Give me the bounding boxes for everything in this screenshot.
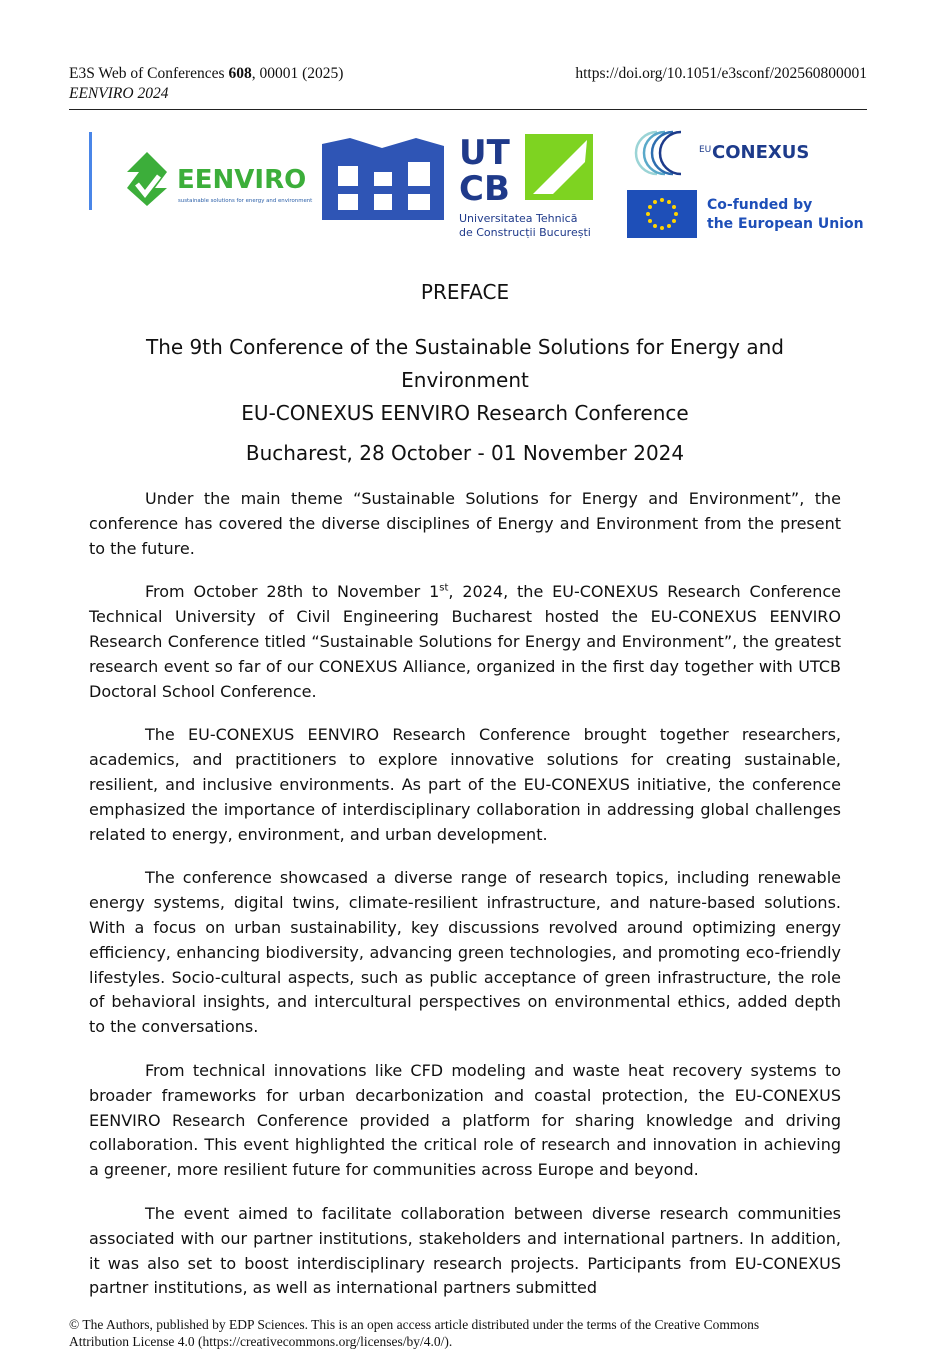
eenviro-wordmark: EENVIRO <box>177 165 307 195</box>
preface-body <box>89 487 841 1320</box>
header-divider <box>69 109 867 110</box>
location-date: Bucharest, 28 October - 01 November 2024 <box>245 441 685 465</box>
page-header <box>69 64 867 104</box>
utcb-green-mark <box>525 134 593 200</box>
paragraph-1: Under the main theme “Sustainable Solutions for Energy and Environment”, the conference has covered the diverse disciplines of Energy and Environment from the present to the future. <box>89 489 841 558</box>
utcb-letters-bottom: CB <box>459 169 510 209</box>
utcb-name-line2: de Construcții București <box>459 226 591 238</box>
eu-cofunded-logo <box>627 190 867 238</box>
utcb-logo <box>457 134 597 238</box>
paragraph-6: The event aimed to facilitate collaboration between diverse research communities associated with our partner institutions, stakeholders and international partners. In addition, it was also set to boost interdisciplinary research projects. Participants from EU-CONEXUS partner institutions, as well as international partners submitted <box>89 1203 841 1298</box>
journal-name: E3S Web of Conferences <box>69 65 229 82</box>
doi-link[interactable]: https://doi.org/10.1051/e3sconf/202560800001 <box>575 65 867 82</box>
eenviro-logo <box>119 148 319 210</box>
license-line-2[interactable]: Attribution License 4.0 (https://creativecommons.org/licenses/by/4.0/). <box>69 1334 453 1349</box>
preface-heading: PREFACE <box>420 280 510 304</box>
paragraph-3: The EU-CONEXUS EENVIRO Research Conference brought together researchers, academics, and practitioners to explore innovative solutions for creating sustainable, resilient, and inclusive environments. As part of the EU-CONEXUS initiative, the conference emphasized the importance of interdisciplinary collaboration in addressing global challenges related to energy, environment, and urban development. <box>89 725 841 844</box>
conexus-wordmark: CONEXUS <box>712 142 810 163</box>
conference-title <box>69 331 861 430</box>
eu-flag-icon <box>627 190 697 238</box>
eenviro-leaf-icon <box>127 152 167 206</box>
paragraph-2 <box>89 580 841 704</box>
logo-banner <box>89 128 869 246</box>
conexus-eu-prefix: EU <box>699 145 712 155</box>
banner-divider <box>89 132 92 210</box>
paragraph-2-rest: , 2024, the EU-CONEXUS Research Conference Technical University of Civil Engineering Bucharest hosted the EU-CONEXUS EENVIRO Research Conference titled “Sustainable Solutions for Energy and Environment”, the greatest research event so far of our CONEXUS Alliance, organized in the first day together with UTCB Doctoral School Conference. <box>89 582 841 701</box>
eu-cofunded-line2: the European Union <box>707 216 864 232</box>
ordinal-suffix: st <box>439 583 449 595</box>
license-line-1: © The Authors, published by EDP Sciences. This is an open access article distributed under the terms of the Creative Commons <box>69 1317 760 1332</box>
paragraph-4: The conference showcased a diverse range of research topics, including renewable energy systems, digital twins, climate-resilient infrastructure, and nature-based solutions. With a focus on urban sustainability, key discussions revolved around optimizing energy efficiency, enhancing biodiversity, advancing green technologies, and promoting eco-friendly lifestyles. Socio-cultural aspects, such as public acceptance of green infrastructure, the role of behavioral insights, and intercultural perspectives on environmental ethics, added depth to the conversations. <box>89 868 841 1037</box>
eu-cofunded-line1: Co-funded by <box>707 197 813 213</box>
building-logo <box>322 138 444 220</box>
title-line-3: EU-CONEXUS EENVIRO Research Conference <box>241 401 689 425</box>
conexus-arcs-icon <box>636 132 681 174</box>
eu-conexus-logo <box>627 128 827 178</box>
eenviro-tagline: sustainable solutions for energy and environment <box>178 198 313 204</box>
article-number: , 00001 (2025) <box>251 65 344 82</box>
utcb-letters-top: UT <box>459 134 510 173</box>
journal-citation <box>69 64 343 84</box>
conference-name: EENVIRO 2024 <box>69 85 169 102</box>
title-line-2: Environment <box>401 368 529 392</box>
utcb-name-line1: Universitatea Tehnică <box>459 212 578 225</box>
paragraph-5: From technical innovations like CFD modeling and waste heat recovery systems to broader frameworks for urban decarbonization and coastal protection, the EU-CONEXUS EENVIRO Research Conference provided a platform for sharing knowledge and driving collaboration. This event highlighted the critical role of research and innovation in achieving a greener, more resilient future for communities across Europe and beyond. <box>89 1060 841 1180</box>
title-line-1: The 9th Conference of the Sustainable Solutions for Energy and <box>145 335 785 359</box>
journal-volume: 608 <box>228 65 252 82</box>
license-footer <box>69 1316 867 1350</box>
paragraph-2-start: From October 28th to November 1 <box>145 582 440 602</box>
